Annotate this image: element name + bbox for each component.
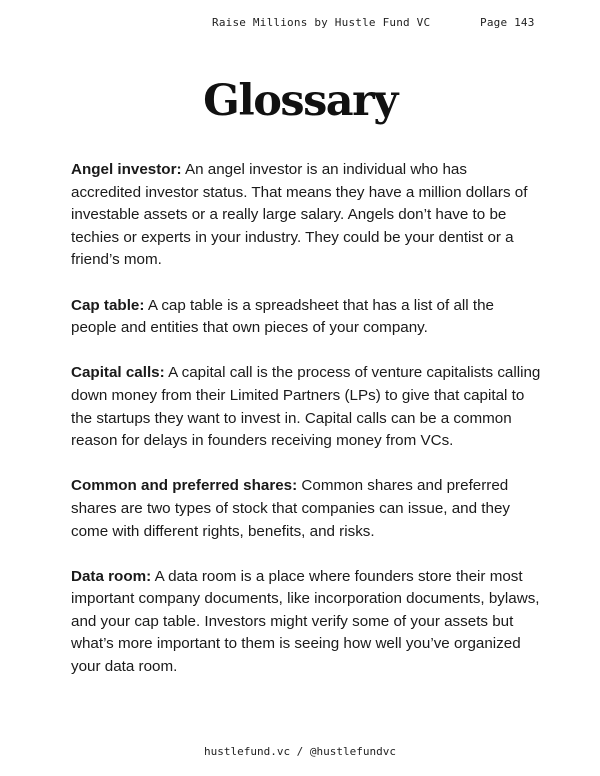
glossary-definition: Common shares and preferred shares are two types of stock that companies can issue, and they come with different rights, benefits, and risks.	[71, 477, 510, 540]
glossary-list	[71, 159, 541, 701]
glossary-term: Angel investor:	[71, 161, 182, 178]
glossary-entry-data-room	[71, 566, 541, 679]
page-title: Glossary	[203, 76, 397, 126]
glossary-entry-cap-table	[71, 295, 541, 340]
page-number: Page 143	[480, 16, 535, 29]
glossary-definition: A data room is a place where founders store their most important company documents, like incorporation documents, bylaws, and your cap table. Investors might verify some of your assets but what’s more important to them is seeing how well you’ve organized your data room.	[71, 567, 540, 676]
glossary-definition: An angel investor is an individual who has accredited investor status. That means they have a million dollars of investable assets or a really large salary. Angels don’t have to be techies or experts in your industry. They could be your dentist or a friend’s mom.	[71, 161, 528, 269]
book-title: Raise Millions by Hustle Fund VC	[212, 16, 431, 29]
glossary-definition: A cap table is a spreadsheet that has a list of all the people and entities that own pieces of your company.	[71, 296, 494, 337]
glossary-entry-angel-investor	[71, 159, 541, 272]
glossary-term: Cap table:	[71, 296, 145, 314]
glossary-term: Capital calls:	[71, 364, 165, 382]
glossary-entry-common-preferred-shares	[71, 475, 541, 543]
glossary-term: Data room:	[71, 567, 152, 585]
page-header	[0, 16, 600, 32]
glossary-definition: A capital call is the process of venture capitalists calling down money from their Limited Partners (LPs) to give that capital to the startups they want to invest in. Capital calls can be a common reason for delays in founders receiving money from VCs.	[71, 364, 541, 450]
page-footer: hustlefund.vc / @hustlefundvc	[203, 745, 397, 758]
glossary-entry-capital-calls	[71, 362, 541, 452]
glossary-term: Common and preferred shares:	[71, 477, 298, 495]
